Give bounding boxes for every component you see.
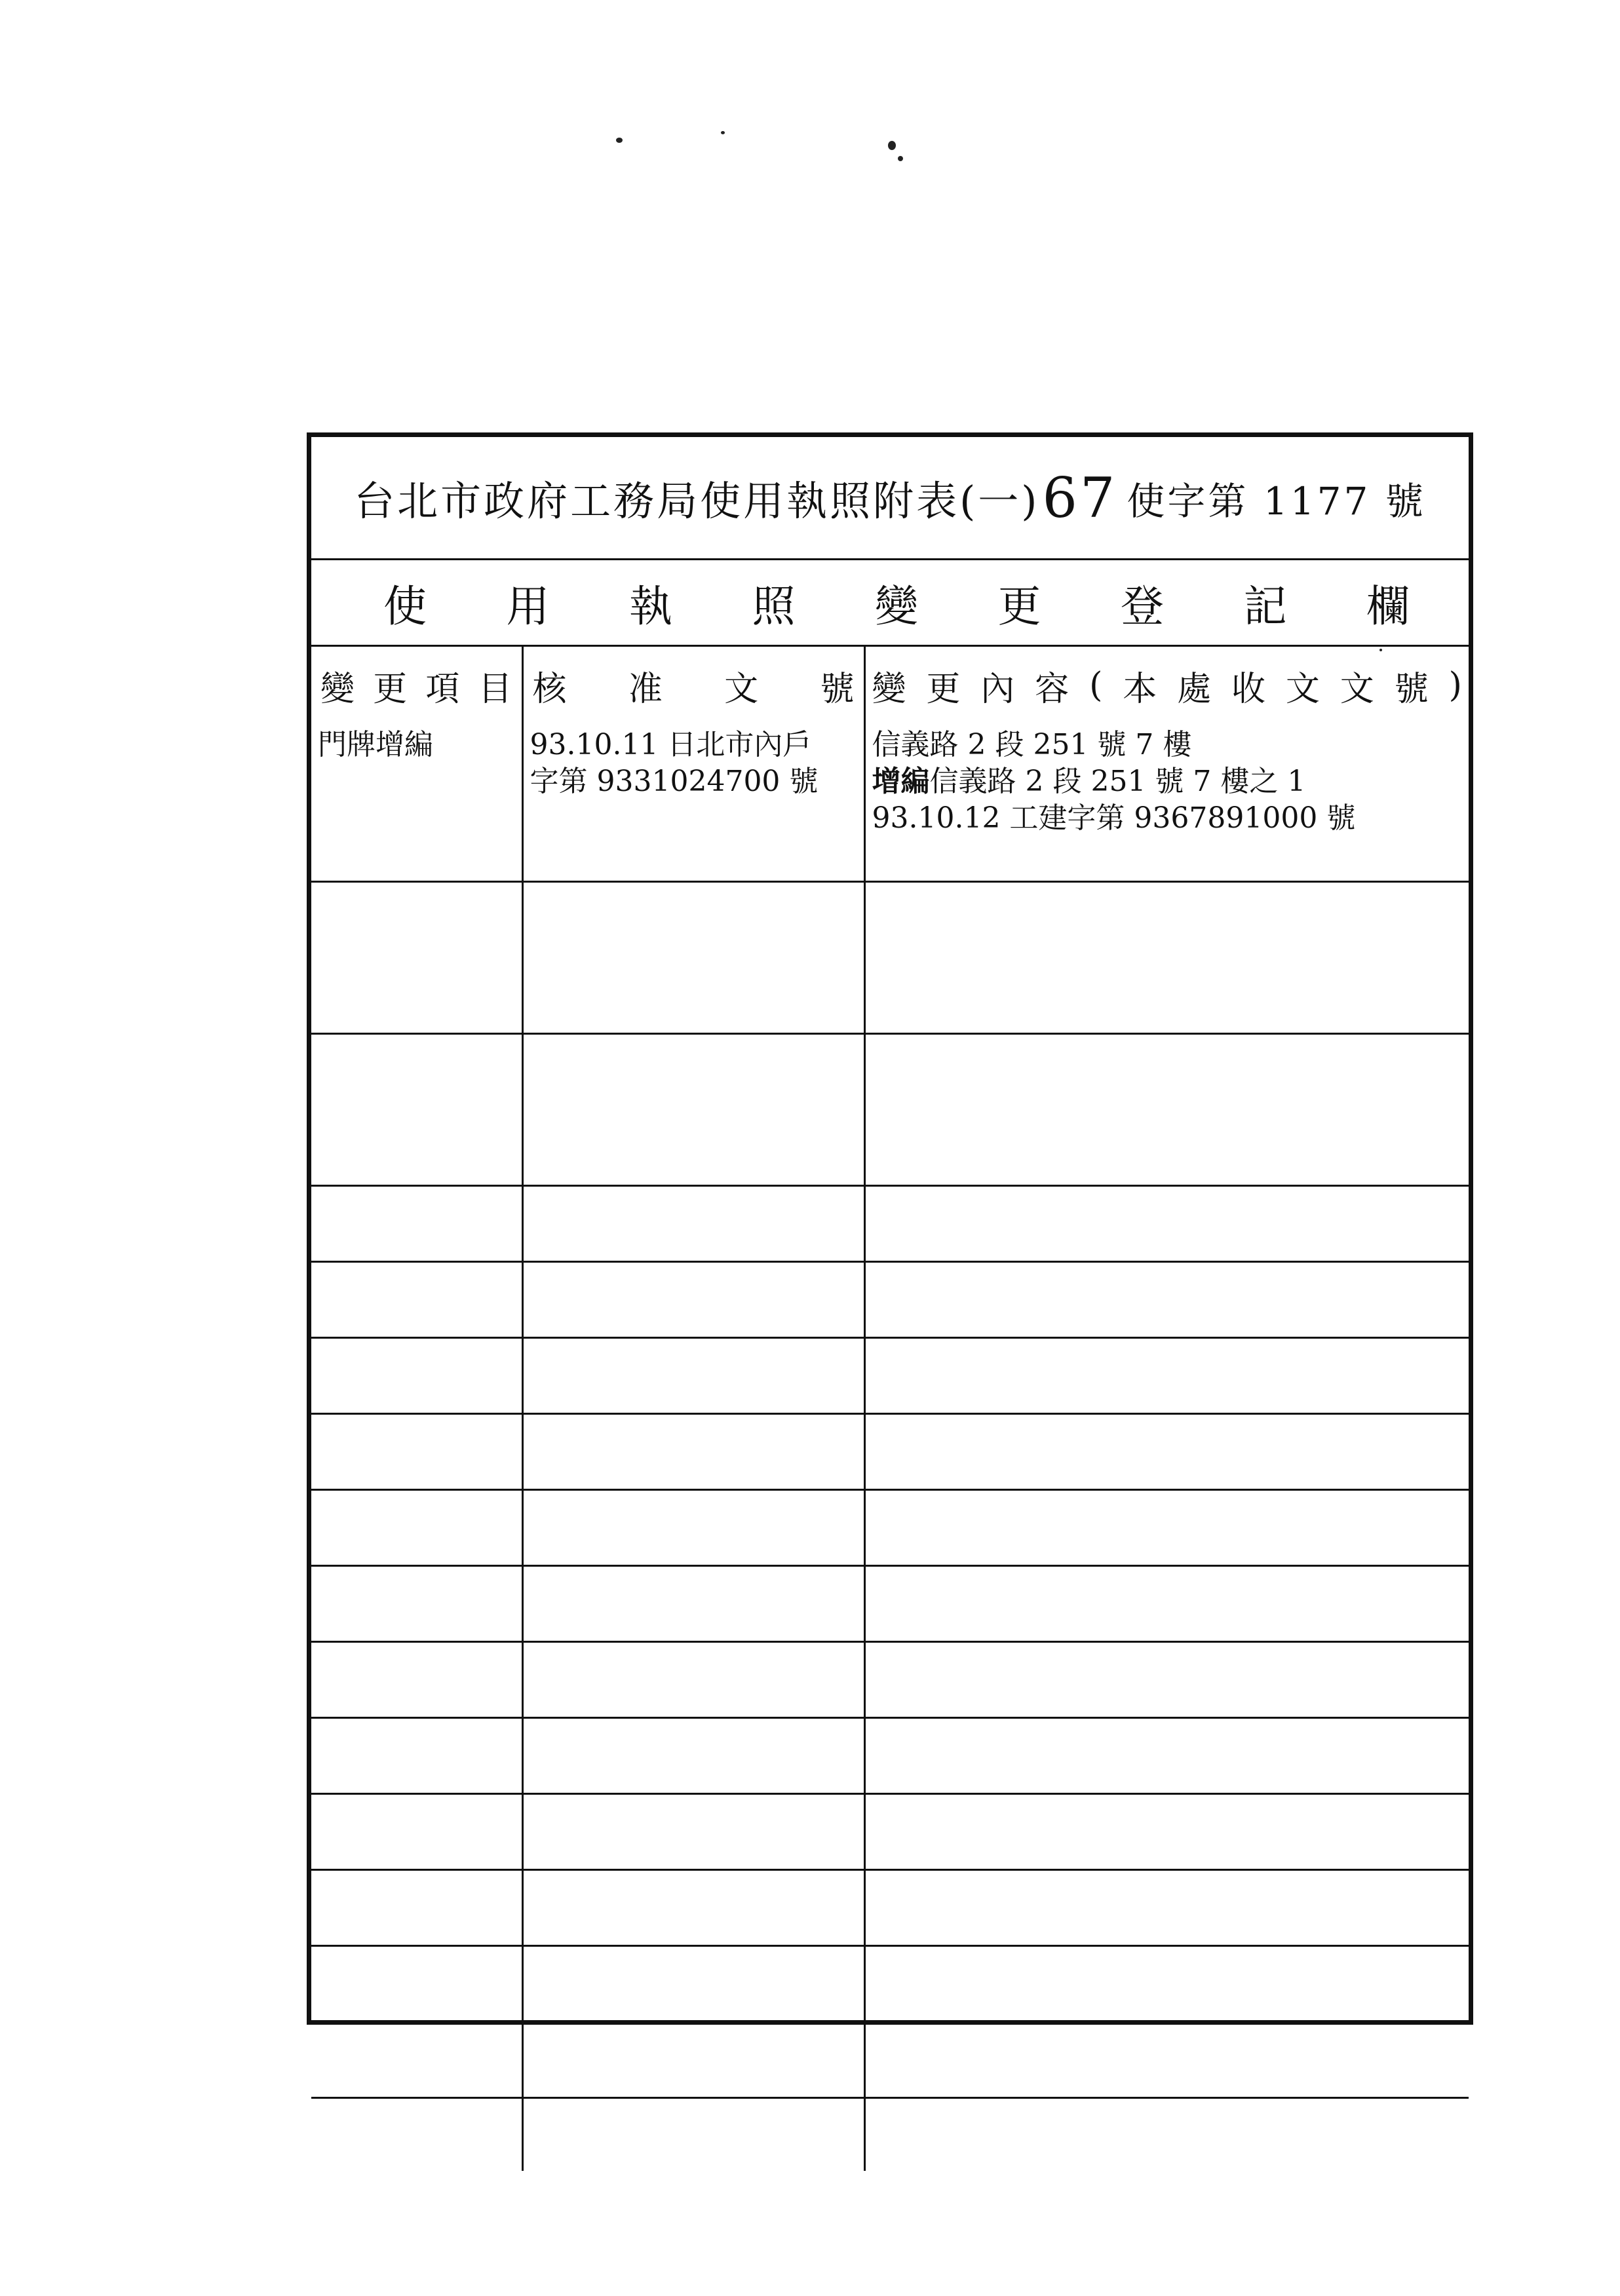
table-row bbox=[311, 1489, 1469, 1565]
change-register-table bbox=[311, 647, 1469, 2171]
col-header-change-content bbox=[864, 647, 1469, 724]
approval-number-cell bbox=[522, 1565, 864, 1641]
col-header-char: 變 bbox=[320, 669, 355, 709]
table-row bbox=[311, 1945, 1469, 2021]
col-header-label bbox=[530, 661, 857, 710]
approval-number-cell bbox=[522, 1793, 864, 1869]
approval-number-cell bbox=[522, 1869, 864, 1945]
approval-number-cell bbox=[522, 1717, 864, 1793]
change-item-cell bbox=[311, 2021, 522, 2097]
change-item-cell bbox=[311, 1033, 522, 1185]
table-row bbox=[311, 881, 1469, 1033]
approval-number-line: 93.10.11 日北市內戶 bbox=[530, 728, 812, 761]
section-heading-char: 更 bbox=[997, 581, 1041, 632]
change-content-cell bbox=[864, 1869, 1469, 1945]
change-item-cell bbox=[311, 1337, 522, 1413]
change-content-cell bbox=[864, 1565, 1469, 1641]
change-content-cell bbox=[864, 2021, 1469, 2097]
change-content-text: 信義路 2 段 251 號 7 樓 bbox=[872, 728, 1192, 761]
section-heading-char: 登 bbox=[1121, 581, 1164, 632]
approval-number-cell bbox=[522, 881, 864, 1033]
col-header-approval-number bbox=[522, 647, 864, 724]
change-content-cell bbox=[864, 2097, 1469, 2171]
section-heading-char: 執 bbox=[629, 581, 672, 632]
form-title-number: 67 bbox=[1042, 465, 1118, 530]
col-header-char: 文 bbox=[1340, 669, 1374, 709]
col-header-char: 變 bbox=[872, 669, 906, 709]
change-content-emphasis: 增編 bbox=[872, 765, 930, 798]
section-heading-char: 欄 bbox=[1366, 581, 1410, 632]
col-header-label bbox=[318, 661, 515, 710]
col-header-char: 號 bbox=[820, 669, 855, 709]
approval-number-cell bbox=[522, 1489, 864, 1565]
col-header-char: ) bbox=[1448, 666, 1462, 705]
col-header-char: 文 bbox=[724, 669, 759, 709]
change-content-text: 信義路 2 段 251 號 7 樓之 1 bbox=[929, 765, 1306, 798]
change-content-cell bbox=[864, 1489, 1469, 1565]
col-header-char: 號 bbox=[1394, 669, 1429, 709]
approval-number-cell bbox=[522, 724, 864, 881]
table-row bbox=[311, 1717, 1469, 1793]
table-row bbox=[311, 1565, 1469, 1641]
section-heading-char: 用 bbox=[506, 581, 550, 632]
approval-number-cell bbox=[522, 2097, 864, 2171]
col-header-char: 文 bbox=[1285, 669, 1320, 709]
scan-speck bbox=[898, 156, 903, 161]
table-row bbox=[311, 1337, 1469, 1413]
table-row bbox=[311, 2021, 1469, 2097]
change-content-cell bbox=[864, 724, 1469, 881]
form-title-prefix: 台北市政府工務局使用執照附表(一) bbox=[354, 477, 1040, 525]
change-item: 門牌增編 bbox=[318, 728, 433, 761]
table-row bbox=[311, 1261, 1469, 1337]
change-content-cell bbox=[864, 1641, 1469, 1717]
col-header-char: 核 bbox=[532, 669, 567, 709]
section-heading-char: 記 bbox=[1243, 581, 1287, 632]
change-content-cell bbox=[864, 881, 1469, 1033]
table-row bbox=[311, 1033, 1469, 1185]
change-item-cell bbox=[311, 1641, 522, 1717]
change-item-cell bbox=[311, 1869, 522, 1945]
change-content-cell bbox=[864, 1717, 1469, 1793]
col-header-char: 項 bbox=[425, 669, 460, 709]
approval-number-cell bbox=[522, 1337, 864, 1413]
change-item-cell bbox=[311, 1793, 522, 1869]
change-content-line bbox=[872, 727, 1463, 763]
change-item-cell bbox=[311, 1413, 522, 1489]
approval-number-cell bbox=[522, 2021, 864, 2097]
scan-speck bbox=[721, 131, 725, 134]
section-heading-char: 變 bbox=[875, 581, 918, 632]
table-row bbox=[311, 1641, 1469, 1717]
change-content-cell bbox=[864, 1337, 1469, 1413]
usage-permit-change-register-form bbox=[307, 432, 1473, 2025]
col-header-change-item bbox=[311, 647, 522, 724]
scan-speck bbox=[616, 138, 623, 143]
permit-number: 使字第 1177 號 bbox=[1127, 478, 1426, 524]
col-header-char: ( bbox=[1089, 666, 1103, 705]
change-item-cell bbox=[311, 1565, 522, 1641]
col-header-char: 收 bbox=[1231, 669, 1266, 709]
change-content-cell bbox=[864, 1945, 1469, 2021]
col-header-char: 更 bbox=[373, 669, 408, 709]
change-item-cell bbox=[311, 1489, 522, 1565]
section-heading-char: 照 bbox=[752, 581, 796, 632]
approval-number-line: 字第 9331024700 號 bbox=[530, 765, 819, 798]
change-content-text: 93.10.12 工建字第 9367891000 號 bbox=[872, 801, 1356, 835]
col-header-char: 容 bbox=[1035, 669, 1070, 709]
change-content-cell bbox=[864, 1033, 1469, 1185]
change-content-line bbox=[872, 800, 1463, 837]
section-heading bbox=[311, 560, 1469, 647]
table-header-row bbox=[311, 647, 1469, 724]
col-header-char: 處 bbox=[1177, 669, 1212, 709]
col-header-char: 目 bbox=[478, 669, 512, 709]
col-header-char: 更 bbox=[926, 669, 961, 709]
table-row bbox=[311, 724, 1469, 881]
change-item-cell bbox=[311, 1717, 522, 1793]
change-content-cell bbox=[864, 1793, 1469, 1869]
table-row bbox=[311, 1185, 1469, 1261]
change-item-cell bbox=[311, 724, 522, 881]
change-item-cell bbox=[311, 1261, 522, 1337]
approval-number-cell bbox=[522, 1413, 864, 1489]
form-title bbox=[311, 437, 1469, 560]
approval-number-cell bbox=[522, 1185, 864, 1261]
table-row bbox=[311, 2097, 1469, 2171]
change-item-cell bbox=[311, 1945, 522, 2021]
table-row bbox=[311, 1413, 1469, 1489]
change-content-line bbox=[872, 763, 1463, 800]
table-body bbox=[311, 724, 1469, 2171]
change-content-cell bbox=[864, 1185, 1469, 1261]
change-content-cell bbox=[864, 1413, 1469, 1489]
col-header-char: 准 bbox=[628, 669, 663, 709]
col-header-label bbox=[872, 661, 1463, 710]
approval-number-cell bbox=[522, 1261, 864, 1337]
table-row bbox=[311, 1793, 1469, 1869]
change-item-cell bbox=[311, 1185, 522, 1261]
scan-speck bbox=[888, 141, 896, 150]
change-item-cell bbox=[311, 881, 522, 1033]
col-header-char: 內 bbox=[980, 669, 1015, 709]
col-header-char: 本 bbox=[1123, 669, 1157, 709]
change-content-cell bbox=[864, 1261, 1469, 1337]
approval-number-cell bbox=[522, 1033, 864, 1185]
approval-number-cell bbox=[522, 1641, 864, 1717]
table-row bbox=[311, 1869, 1469, 1945]
approval-number-cell bbox=[522, 1945, 864, 2021]
change-item-cell bbox=[311, 2097, 522, 2171]
section-heading-char: 使 bbox=[383, 581, 427, 632]
